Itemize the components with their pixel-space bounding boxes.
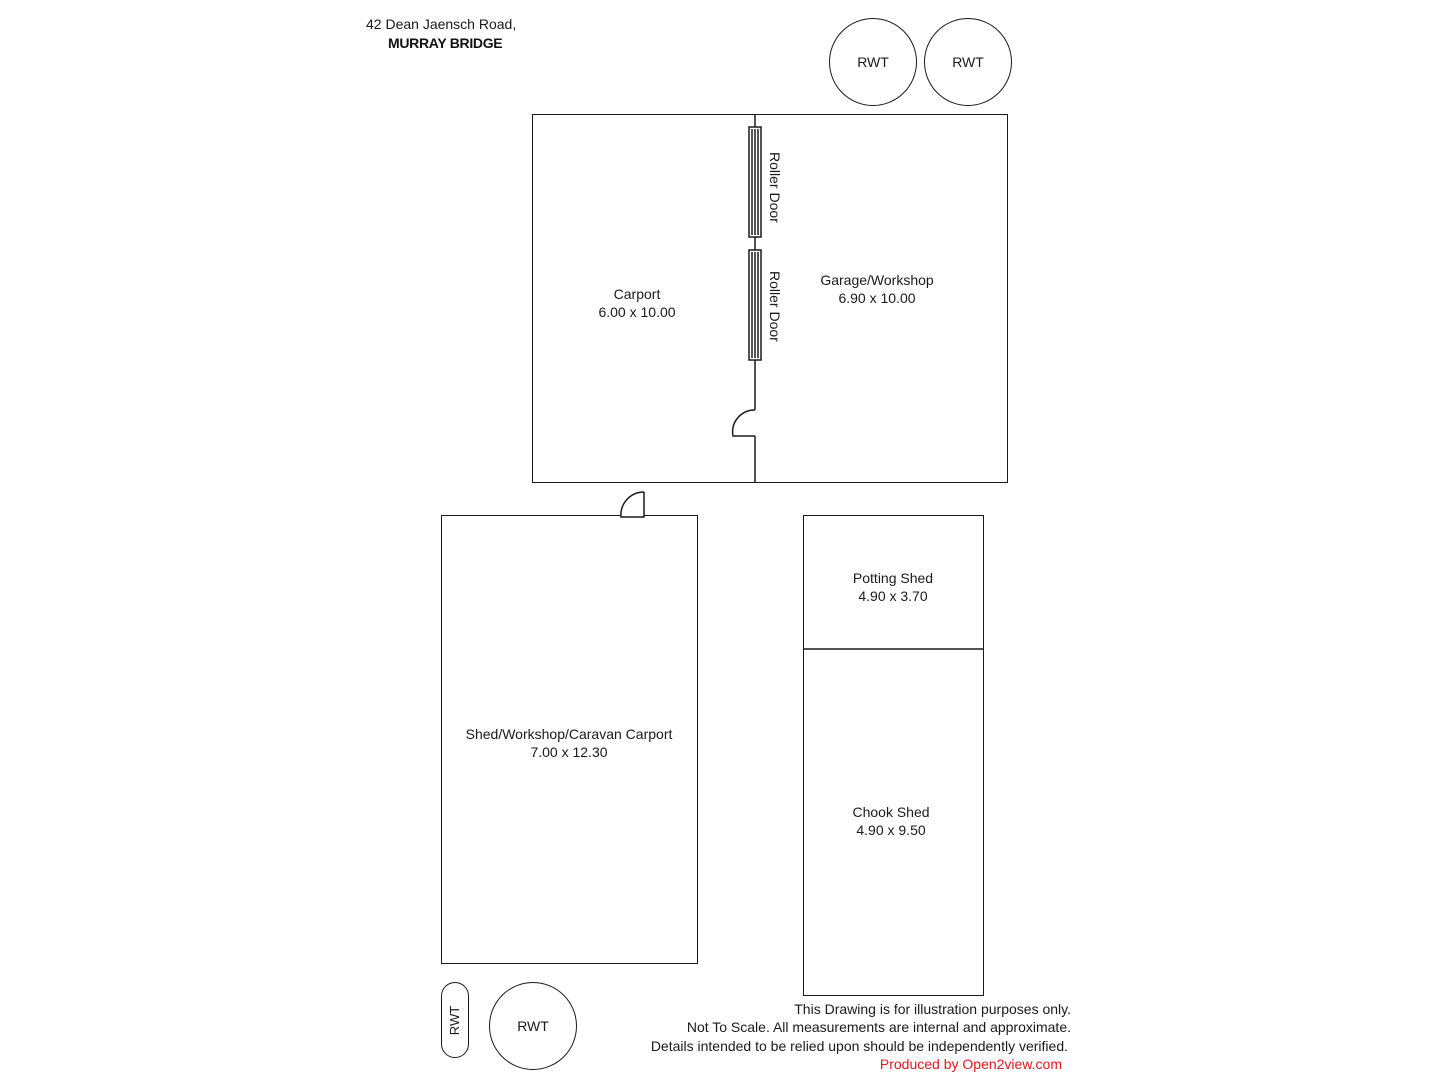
producer-credit: Produced by Open2view.com	[879, 1056, 1062, 1072]
room-size: 4.90 x 3.70	[858, 588, 928, 604]
rainwater-tank-label: RWT	[857, 54, 889, 70]
room-name: Potting Shed	[852, 570, 934, 586]
roller-door-label: Roller Door	[767, 152, 783, 223]
room-name: Carport	[613, 286, 661, 302]
address-street: 42 Dean Jaensch Road,	[366, 16, 517, 32]
shed-door-swing	[621, 492, 644, 517]
disclaimer-line-1: This Drawing is for illustration purposes only.	[794, 1001, 1071, 1017]
room-name: Shed/Workshop/Caravan Carport	[465, 726, 673, 742]
internal-door-swing	[733, 410, 755, 436]
room-size: 7.00 x 12.30	[530, 744, 608, 760]
rainwater-tank-3	[489, 982, 577, 1070]
roller-door-1	[749, 127, 761, 237]
room-label-shed	[466, 725, 673, 761]
address-town: MURRAY BRIDGE	[388, 35, 503, 51]
room-size: 6.90 x 10.00	[838, 290, 916, 306]
rainwater-tank-label: RWT	[517, 1018, 549, 1034]
rainwater-tank-label: RWT	[952, 54, 984, 70]
roller-door-2	[749, 250, 761, 360]
roller-door-label: Roller Door	[767, 271, 783, 342]
disclaimer-line-2: Not To Scale. All measurements are internal and approximate.	[686, 1019, 1071, 1035]
rainwater-tank-label: RWT	[447, 1005, 463, 1035]
rainwater-tank-slim	[441, 982, 469, 1058]
room-label-potting-shed	[853, 569, 933, 605]
room-size: 6.00 x 10.00	[598, 304, 676, 320]
disclaimer-line-3: Details intended to be relied upon should be independently verified.	[650, 1038, 1068, 1054]
room-label-carport	[598, 285, 675, 321]
room-label-garage	[820, 271, 933, 307]
room-name: Garage/Workshop	[820, 272, 934, 288]
room-label-chook-shed	[852, 803, 929, 839]
room-size: 4.90 x 9.50	[856, 822, 926, 838]
room-name: Chook Shed	[852, 804, 930, 820]
